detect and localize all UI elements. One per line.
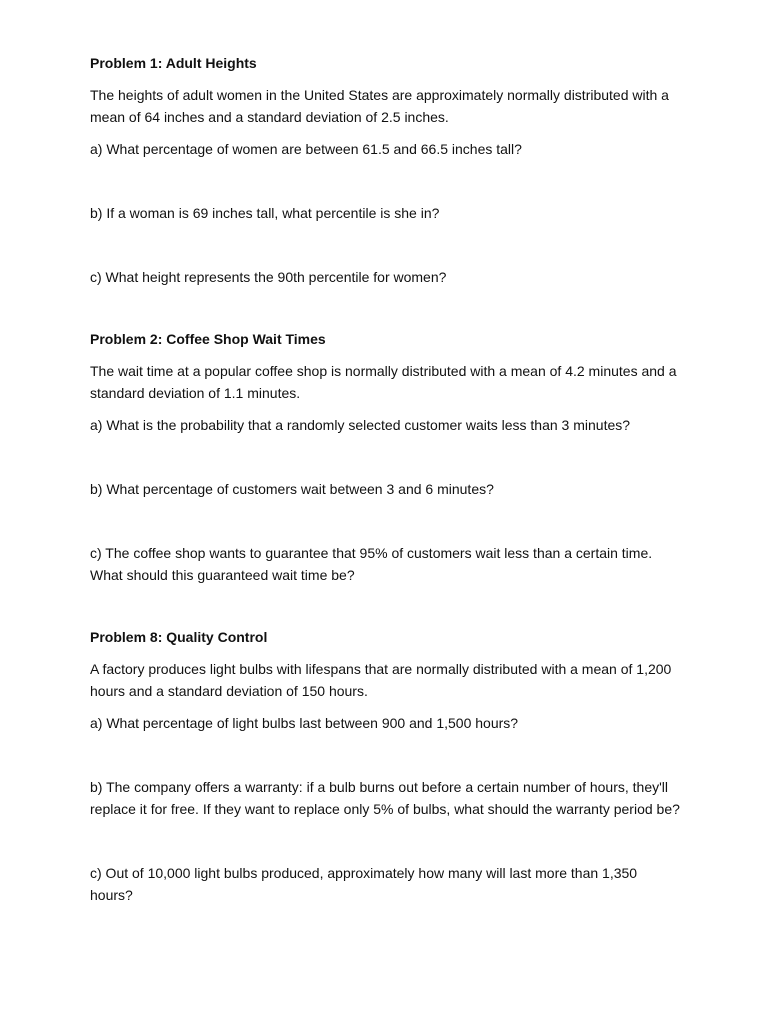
problem-title: Problem 8: Quality Control	[90, 629, 268, 645]
question-a: a) What percentage of light bulbs last between 900 and 1,500 hours?	[90, 715, 519, 731]
problem-intro: The heights of adult women in the United States are approximately normally distributed with a mean of 64 inches and a standard deviation of 2.5 inches.	[90, 87, 669, 125]
problem-intro: A factory produces light bulbs with lifespans that are normally distributed with a mean of 1,200 hours and a standard deviation of 150 hours.	[90, 661, 672, 699]
question-c: c) What height represents the 90th percentile for women?	[90, 269, 447, 285]
problem-title: Problem 2: Coffee Shop Wait Times	[90, 331, 326, 347]
question-c: c) The coffee shop wants to guarantee that 95% of customers wait less than a certain time. What should this guaranteed wait time be?	[90, 545, 653, 583]
problem-8	[90, 626, 680, 906]
document-content	[90, 52, 680, 906]
question-a: a) What is the probability that a randomly selected customer waits less than 3 minutes?	[90, 417, 631, 433]
problem-intro: The wait time at a popular coffee shop is normally distributed with a mean of 4.2 minutes and a standard deviation of 1.1 minutes.	[90, 363, 677, 401]
question-a: a) What percentage of women are between 61.5 and 66.5 inches tall?	[90, 141, 522, 157]
question-c: c) Out of 10,000 light bulbs produced, approximately how many will last more than 1,350 hours?	[90, 865, 638, 903]
problem-2	[90, 328, 680, 586]
problem-title: Problem 1: Adult Heights	[90, 55, 257, 71]
question-b: b) The company offers a warranty: if a bulb burns out before a certain number of hours, they'll replace it for free. If they want to replace only 5% of bulbs, what should the warranty period be?	[90, 779, 680, 817]
problem-1	[90, 52, 680, 288]
question-b: b) What percentage of customers wait between 3 and 6 minutes?	[90, 481, 494, 497]
question-b: b) If a woman is 69 inches tall, what percentile is she in?	[90, 205, 440, 221]
